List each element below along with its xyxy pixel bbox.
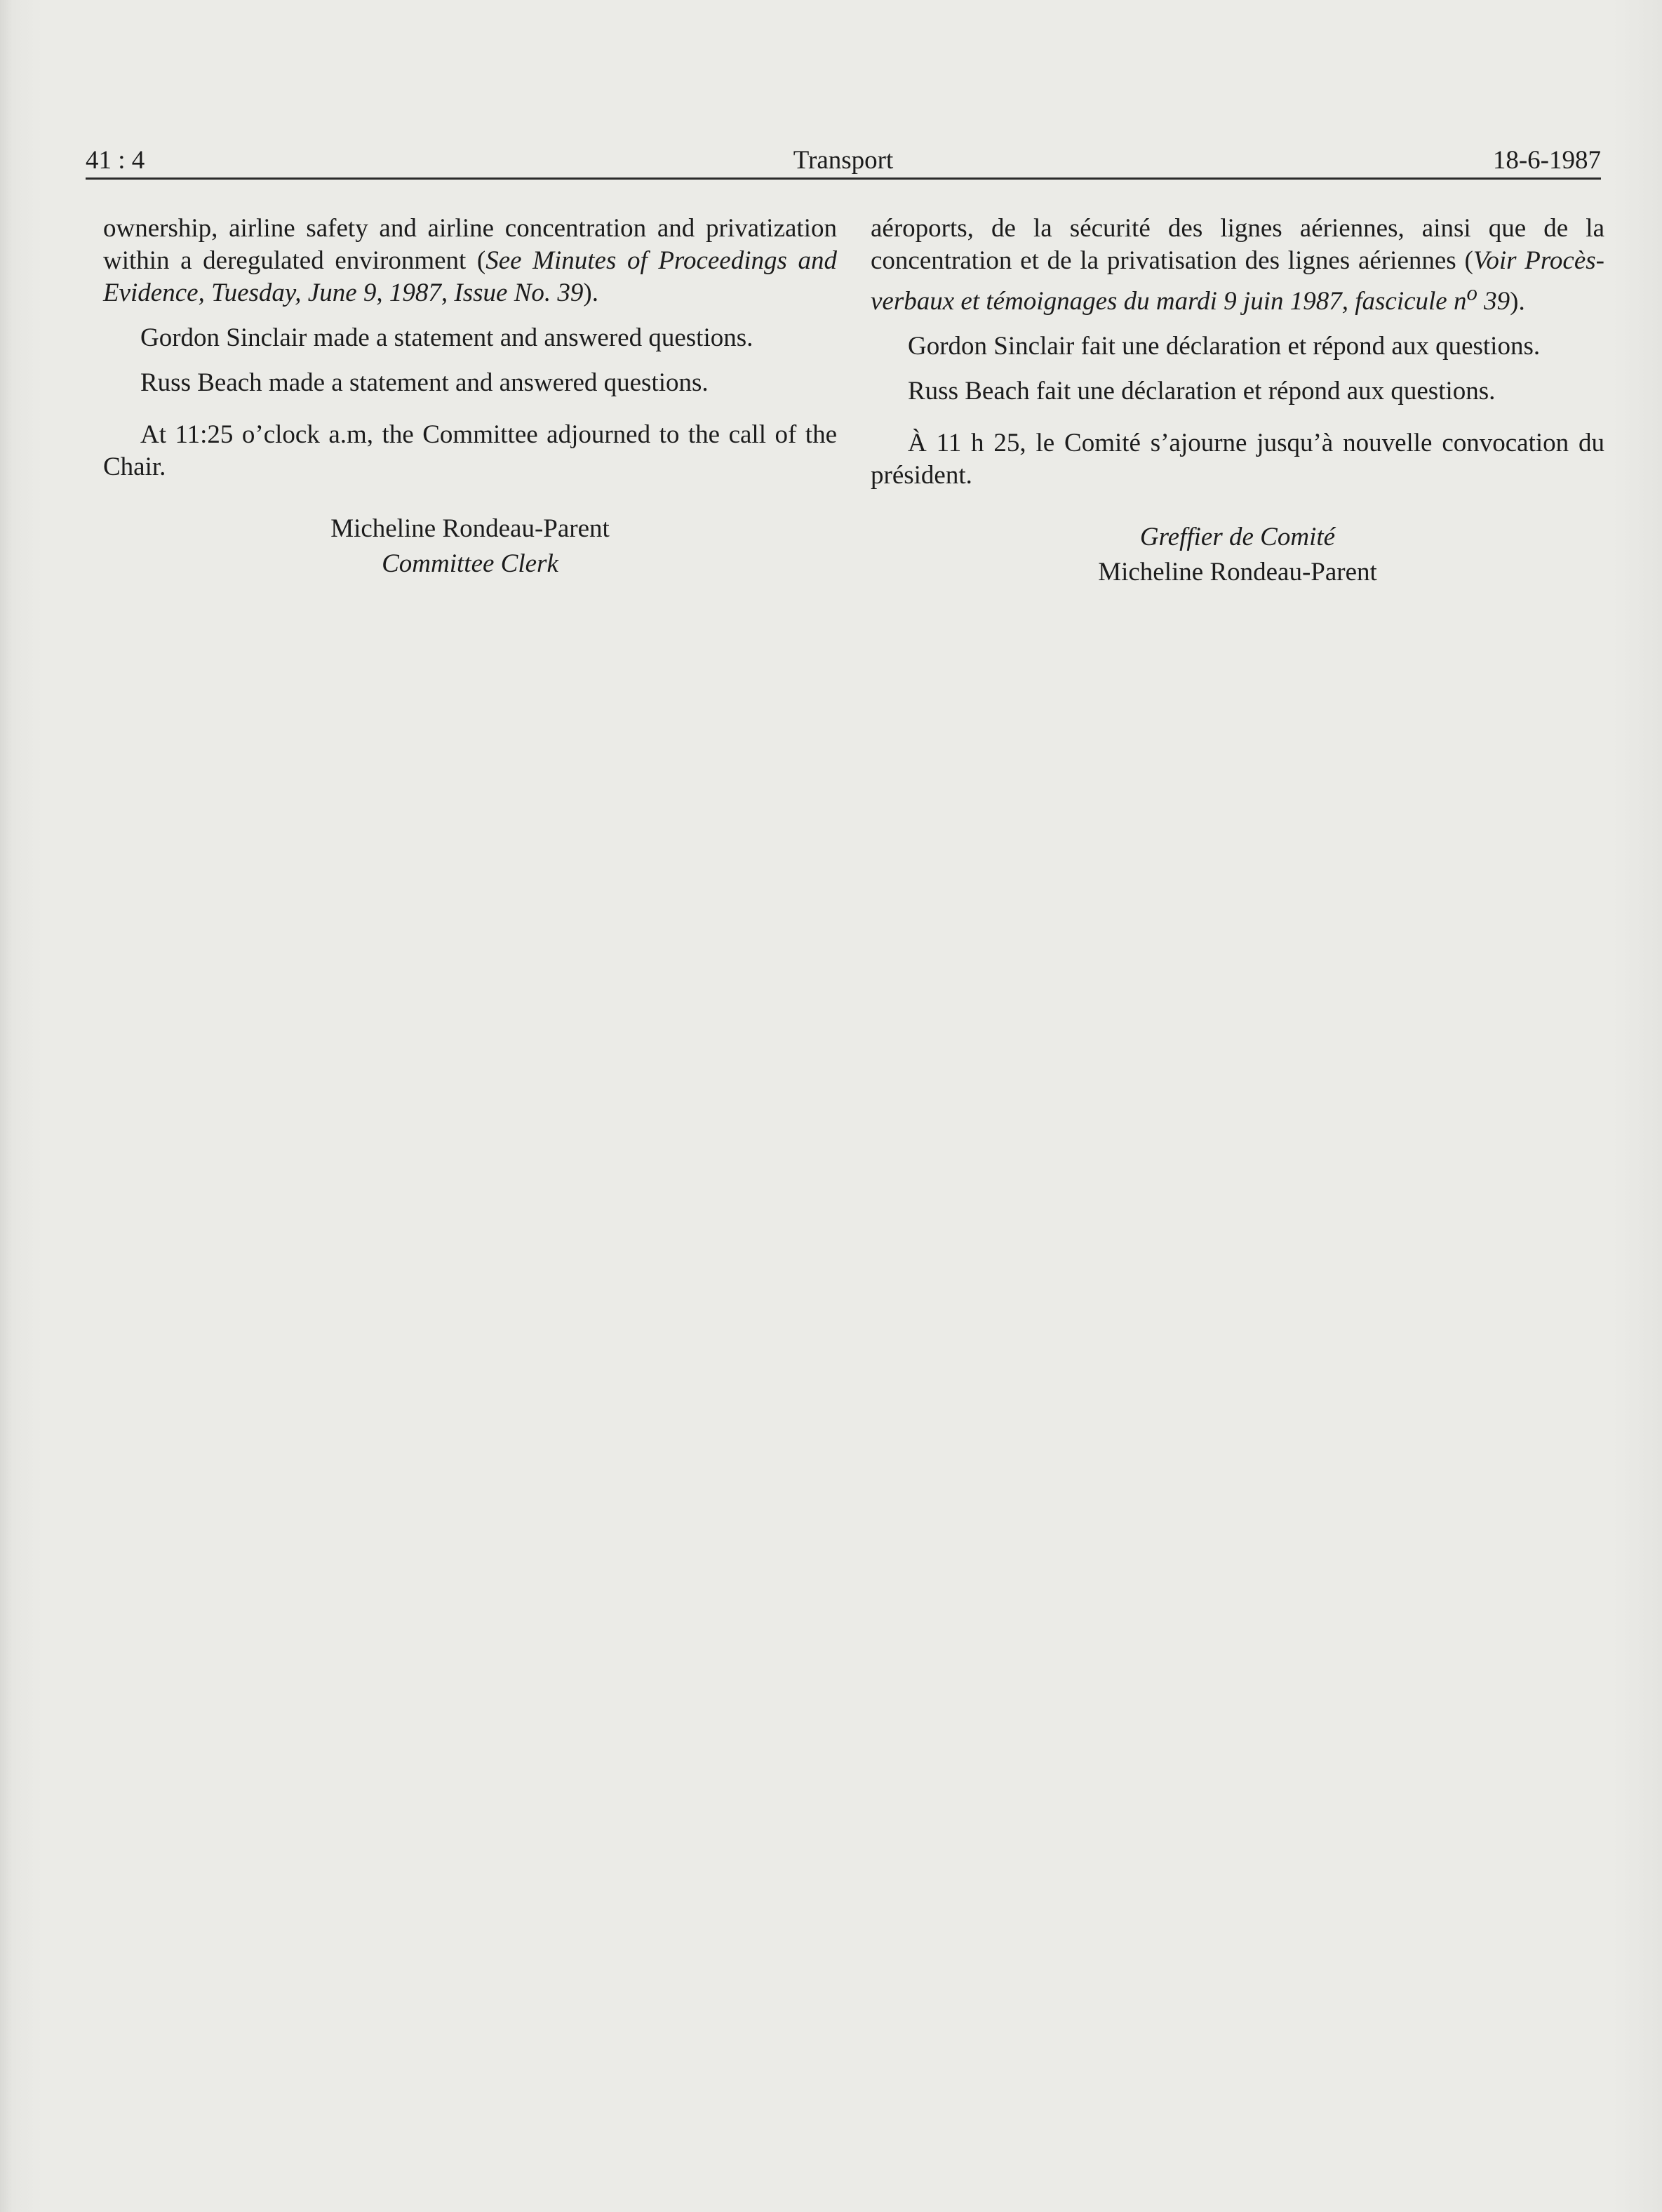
english-signature [103, 511, 837, 582]
english-clerk-role: Committee Clerk [382, 549, 558, 578]
english-paragraph-4: At 11:25 o’clock a.m, the Committee adjourned to the call of the Chair. [103, 420, 837, 481]
english-paragraph-3: Russ Beach made a statement and answered questions. [140, 368, 709, 397]
french-paragraph-3: Russ Beach fait une déclaration et répond aux questions. [908, 377, 1496, 406]
page-date: 18-6-1987 [1492, 146, 1601, 175]
page-header [86, 143, 1601, 178]
english-paragraph-2: Gordon Sinclair made a statement and answered questions. [140, 323, 753, 352]
french-paragraph-2: Gordon Sinclair fait une déclaration et répond aux questions. [908, 332, 1541, 361]
french-paragraph-4: À 11 h 25, le Comité s’ajourne jusqu’à nouvelle convocation du président. [871, 429, 1604, 490]
french-clerk-role: Greffier de Comité [1139, 523, 1336, 552]
english-paragraph-1: ownership, airline safety and airline concentration and privatization within a deregulated environment (See Minutes of Proceedings and Evidence, Tuesday, June 9, 1987, Issue No. 39). [103, 214, 837, 307]
french-signature [871, 520, 1604, 590]
english-clerk-name: Micheline Rondeau-Parent [330, 514, 610, 543]
french-paragraph-1: aéroports, de la sécurité des lignes aériennes, ainsi que de la concentration et de la privatisation des lignes aériennes (Voir Procès-verbaux et témoignages du mardi 9 juin 1987, fascicule $n^o$ 39). [871, 214, 1604, 316]
english-column [103, 213, 837, 582]
header-rule [86, 177, 1601, 180]
french-clerk-name: Micheline Rondeau-Parent [1098, 558, 1377, 587]
page-title: Transport [793, 146, 894, 175]
french-column [871, 213, 1604, 590]
page-number: 41 : 4 [86, 146, 145, 175]
